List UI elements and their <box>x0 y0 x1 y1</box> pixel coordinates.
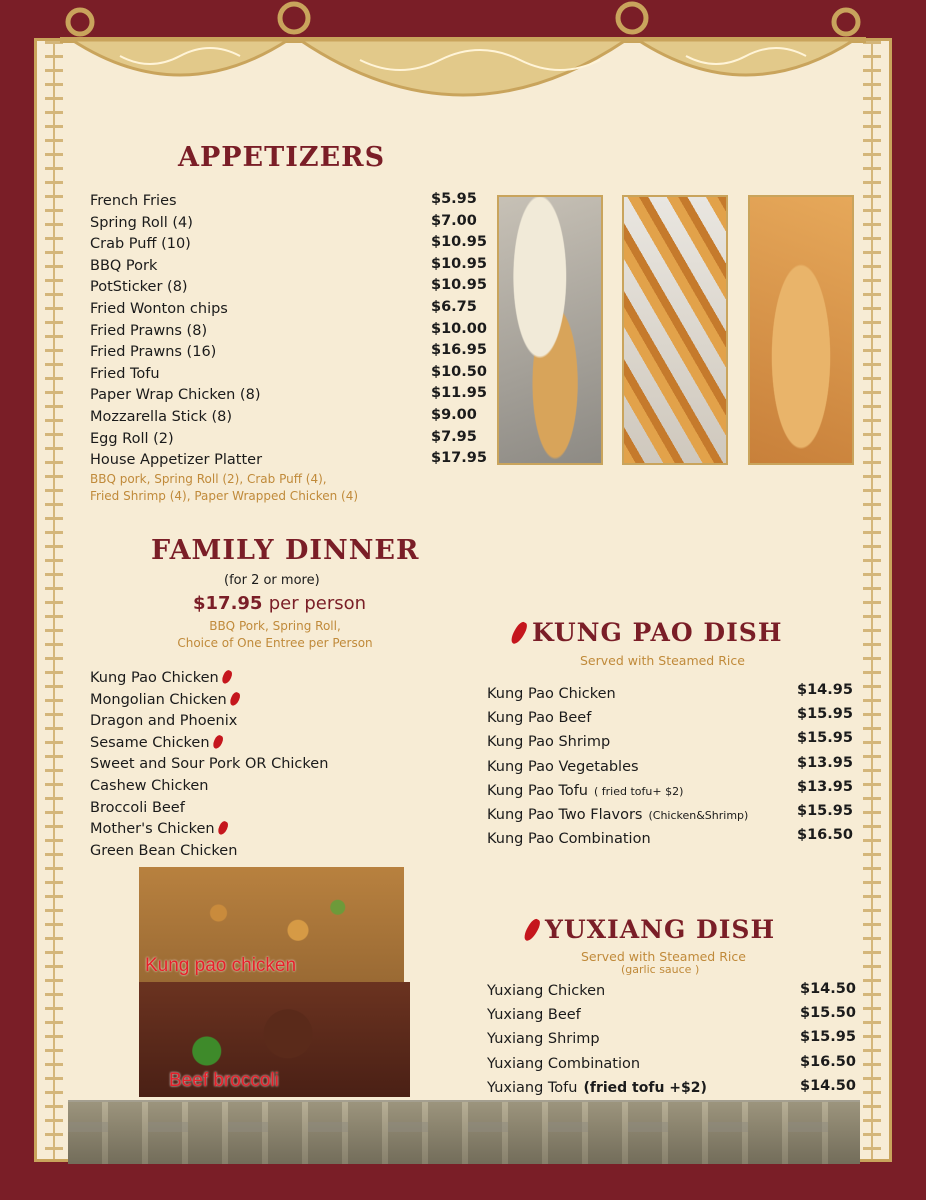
yuxiang-subtitle: Served with Steamed Rice <box>581 949 746 964</box>
appetizer-name: Mozzarella Stick (8) <box>90 408 233 425</box>
yuxiang-list <box>487 979 707 1100</box>
yuxiang-subtitle-2: (garlic sauce ) <box>621 963 700 976</box>
kung-pao-row <box>487 682 748 706</box>
family-entree-row <box>90 754 328 776</box>
roof-tile-footer <box>68 1100 860 1164</box>
appetizer-price: $10.95 <box>431 255 487 272</box>
kung-pao-list <box>487 682 748 851</box>
appetizer-price-row <box>431 297 487 319</box>
kung-pao-price: $13.95 <box>797 754 853 771</box>
appetizer-price: $7.00 <box>431 212 477 229</box>
chili-pepper-icon <box>211 734 224 750</box>
family-list <box>90 668 328 862</box>
kung-pao-price-row <box>797 775 853 799</box>
appetizer-price-row <box>431 319 487 341</box>
yuxiang-row <box>487 1027 707 1051</box>
appetizer-price: $17.95 <box>431 450 487 467</box>
family-entree-row <box>90 690 328 712</box>
yuxiang-name: Yuxiang Beef <box>487 1007 581 1024</box>
appetizer-price: $10.00 <box>431 320 487 337</box>
kung-pao-price-row <box>797 751 853 775</box>
chili-pepper-icon <box>228 691 241 707</box>
yuxiang-name: Yuxiang Combination <box>487 1055 641 1072</box>
kung-pao-name: Kung Pao Combination <box>487 831 651 848</box>
platter-note: BBQ pork, Spring Roll (2), Crab Puff (4), Fried Shrimp (4), Paper Wrapped Chicken (4) <box>90 472 359 503</box>
kung-pao-price: $15.95 <box>797 706 853 723</box>
appetizer-price: $7.95 <box>431 428 477 445</box>
kung-pao-price: $13.95 <box>797 778 853 795</box>
beef-broccoli-photo <box>139 982 410 1097</box>
appetizer-row <box>90 256 262 278</box>
appetizer-row <box>90 277 262 299</box>
kung-pao-price-row <box>797 678 853 702</box>
kung-pao-name: Kung Pao Vegetables <box>487 758 639 775</box>
appetizer-price-row <box>431 254 487 276</box>
kung-pao-row <box>487 827 748 851</box>
appetizer-name: Paper Wrap Chicken (8) <box>90 387 261 404</box>
yuxiang-price: $15.50 <box>800 1005 856 1022</box>
item-note: (Chicken&Shrimp) <box>648 808 749 822</box>
kung-pao-title: KUNG PAO DISH <box>514 618 782 647</box>
appetizer-name: French Fries <box>90 193 177 209</box>
kung-pao-price-row <box>797 702 853 726</box>
family-entree-row <box>90 841 328 863</box>
kung-pao-price-row <box>797 799 853 823</box>
yuxiang-name: Yuxiang Shrimp <box>487 1031 600 1048</box>
crab-puff-photo <box>748 195 854 465</box>
appetizers-prices <box>431 189 487 470</box>
yuxiang-row <box>487 1052 707 1076</box>
family-entree-row <box>90 798 328 820</box>
kung-pao-name: Kung Pao Two Flavors <box>487 806 643 823</box>
kung-pao-price: $16.50 <box>797 827 853 844</box>
appetizer-price: $10.95 <box>431 277 487 294</box>
appetizer-price-row <box>431 362 487 384</box>
appetizer-name: Fried Prawns (16) <box>90 344 217 361</box>
appetizer-price-row <box>431 405 487 427</box>
yuxiang-price: $16.50 <box>800 1053 856 1070</box>
family-entree-name: Mother's Chicken <box>90 821 215 838</box>
appetizer-name: Crab Puff (10) <box>90 236 191 253</box>
kung-pao-name: Kung Pao Shrimp <box>487 734 611 751</box>
appetizer-name: Fried Prawns (8) <box>90 322 208 339</box>
kung-pao-row <box>487 755 748 779</box>
yuxiang-row <box>487 1076 707 1100</box>
appetizer-price: $11.95 <box>431 385 487 402</box>
appetizer-name: PotSticker (8) <box>90 279 188 296</box>
chili-pepper-icon <box>220 669 233 685</box>
appetizer-price-row <box>431 189 487 211</box>
appetizer-price: $10.95 <box>431 234 487 251</box>
appetizer-price-row <box>431 275 487 297</box>
kung-pao-price: $14.95 <box>797 682 853 698</box>
appetizer-price-row <box>431 232 487 254</box>
appetizer-name: Fried Wonton chips <box>90 300 228 317</box>
left-fret-border <box>45 41 63 1159</box>
kung-pao-name: Kung Pao Beef <box>487 710 592 727</box>
appetizers-title: APPETIZERS <box>178 142 386 173</box>
appetizer-name: House Appetizer Platter <box>90 452 263 469</box>
appetizer-row <box>90 321 262 343</box>
appetizer-row <box>90 407 262 429</box>
family-price: $17.95 per person <box>193 593 367 614</box>
appetizer-name: BBQ Pork <box>90 257 158 274</box>
header-ornament <box>60 0 866 135</box>
item-note: ( fried tofu+ $2) <box>594 784 684 798</box>
family-entree-row <box>90 819 328 841</box>
appetizer-price-row <box>431 448 487 470</box>
spring-roll-photo <box>622 195 728 465</box>
yuxiang-row <box>487 979 707 1003</box>
appetizer-row <box>90 299 262 321</box>
appetizer-price: $5.95 <box>431 191 477 207</box>
appetizer-price: $9.00 <box>431 406 477 423</box>
family-entree-name: Broccoli Beef <box>90 799 185 816</box>
family-subtitle: (for 2 or more) <box>224 573 320 588</box>
family-entree-name: Dragon and Phoenix <box>90 713 238 730</box>
appetizer-price-row <box>431 383 487 405</box>
appetizers-list <box>90 191 262 472</box>
yuxiang-price: $14.50 <box>800 1077 856 1094</box>
appetizer-row <box>90 342 262 364</box>
yuxiang-price: $15.95 <box>800 1029 856 1046</box>
kung-pao-row <box>487 730 748 754</box>
appetizer-name: Egg Roll (2) <box>90 430 174 447</box>
beef-broccoli-label: Beef broccoli <box>169 1070 279 1091</box>
kung-pao-price: $15.95 <box>797 802 853 819</box>
yuxiang-prices <box>800 977 856 1098</box>
kung-pao-subtitle: Served with Steamed Rice <box>580 653 745 668</box>
yuxiang-name: Yuxiang Chicken <box>487 983 606 999</box>
appetizer-row <box>90 429 262 451</box>
family-entree-name: Sweet and Sour Pork OR Chicken <box>90 756 329 773</box>
appetizer-name: Spring Roll (4) <box>90 214 193 231</box>
appetizer-price: $6.75 <box>431 298 477 315</box>
family-entree-row <box>90 668 328 690</box>
yuxiang-price: $14.50 <box>800 981 856 997</box>
kung-pao-row <box>487 706 748 730</box>
family-entree-row <box>90 733 328 755</box>
family-note: BBQ Pork, Spring Roll, Choice of One Entree per Person <box>177 619 373 650</box>
appetizer-row <box>90 191 262 213</box>
appetizer-price-row <box>431 340 487 362</box>
appetizer-row <box>90 364 262 386</box>
kung-pao-price-row <box>797 726 853 750</box>
appetizer-row <box>90 450 262 472</box>
kung-pao-row <box>487 803 748 827</box>
chili-pepper-icon <box>216 820 229 836</box>
family-dinner-title: FAMILY DINNER <box>151 535 420 566</box>
family-entree-name: Green Bean Chicken <box>90 842 238 859</box>
yuxiang-price-row <box>800 1001 856 1025</box>
kung-pao-price: $15.95 <box>797 730 853 747</box>
yuxiang-price-row <box>800 1074 856 1098</box>
yuxiang-name: Yuxiang Tofu <box>487 1079 578 1096</box>
appetizer-row <box>90 234 262 256</box>
yuxiang-price-row <box>800 977 856 1001</box>
kung-pao-row <box>487 779 748 803</box>
family-entree-row <box>90 711 328 733</box>
kung-pao-prices <box>797 678 853 847</box>
appetizer-row <box>90 385 262 407</box>
appetizer-price: $16.95 <box>431 342 487 359</box>
yuxiang-price-row <box>800 1025 856 1049</box>
family-entree-name: Kung Pao Chicken <box>90 670 219 686</box>
item-note: (fried tofu +$2) <box>583 1079 707 1096</box>
appetizer-price-row <box>431 211 487 233</box>
kung-pao-chicken-photo <box>139 867 404 982</box>
appetizer-price-row <box>431 427 487 449</box>
appetizer-price: $10.50 <box>431 363 487 380</box>
yuxiang-row <box>487 1003 707 1027</box>
family-entree-row <box>90 776 328 798</box>
yuxiang-title: YUXIANG DISH <box>527 915 775 944</box>
appetizer-name: Fried Tofu <box>90 365 160 382</box>
kung-pao-name: Kung Pao Tofu <box>487 782 588 799</box>
kung-pao-price-row <box>797 823 853 847</box>
family-entree-name: Sesame Chicken <box>90 734 210 751</box>
family-entree-name: Cashew Chicken <box>90 777 209 794</box>
kung-pao-chicken-label: Kung pao chicken <box>145 955 297 976</box>
potsticker-photo <box>497 195 603 465</box>
yuxiang-price-row <box>800 1050 856 1074</box>
right-fret-border <box>863 41 881 1159</box>
family-entree-name: Mongolian Chicken <box>90 691 227 708</box>
appetizer-row <box>90 213 262 235</box>
kung-pao-name: Kung Pao Chicken <box>487 686 616 702</box>
